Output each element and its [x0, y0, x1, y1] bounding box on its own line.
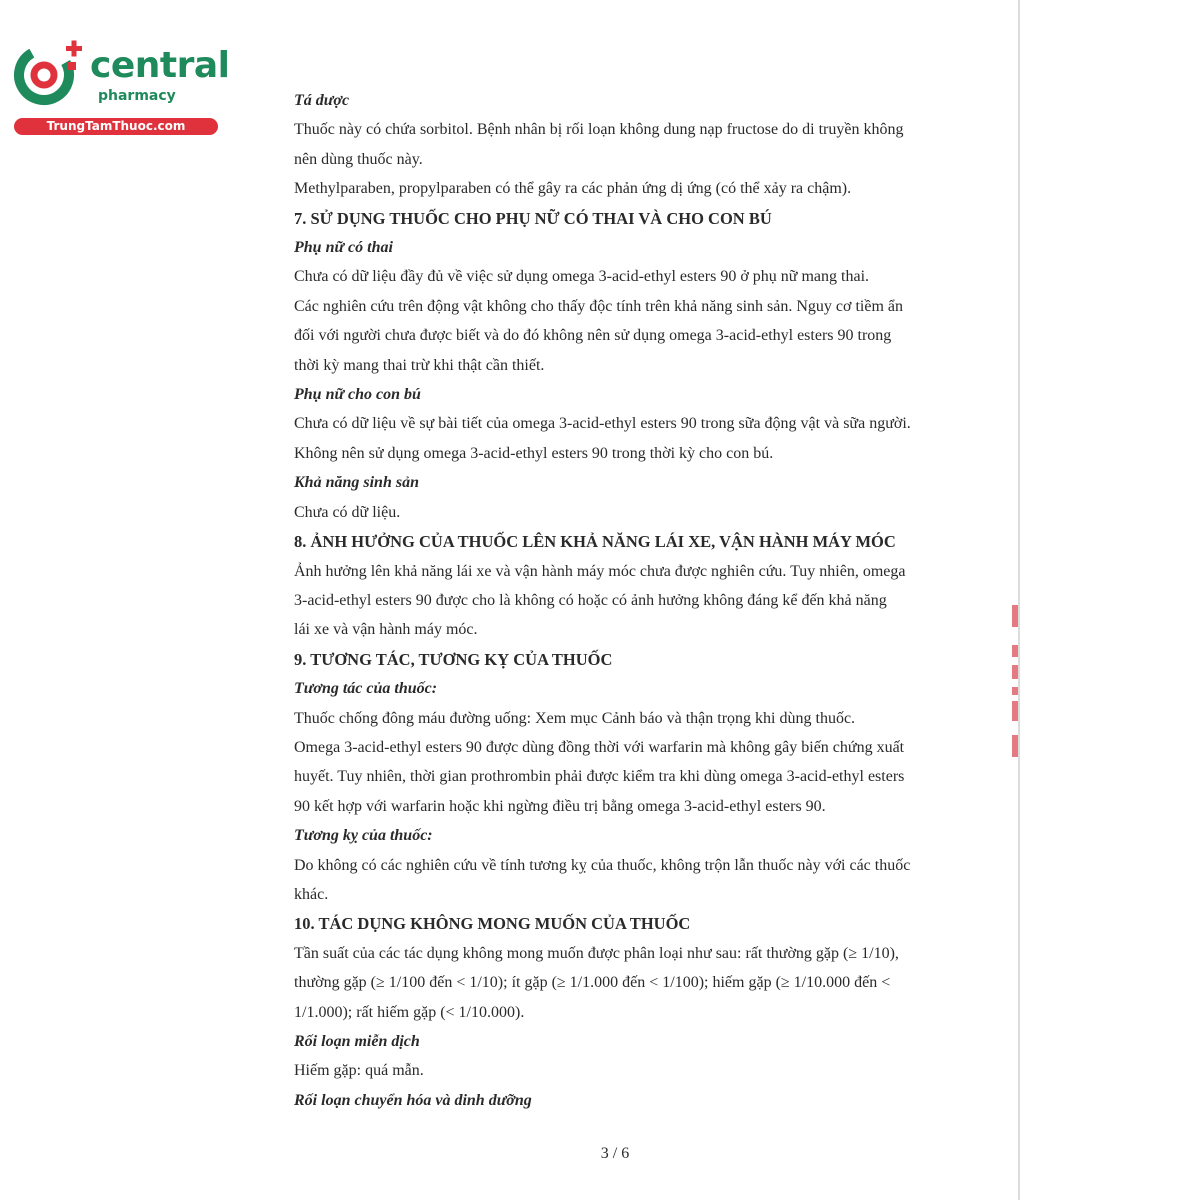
page-edge-line: [1018, 0, 1020, 1200]
text-line: Chưa có dữ liệu về sự bài tiết của omega 3-acid-ethyl esters 90 trong sữa động vật và sữa người.: [294, 415, 911, 433]
section-heading: 10. TÁC DỤNG KHÔNG MONG MUỐN CỦA THUỐC: [294, 914, 691, 934]
text-line: 3-acid-ethyl esters 90 được cho là không có hoặc có ảnh hưởng không đáng kể đến khả năng: [294, 591, 887, 609]
page-number: 3 / 6: [600, 1145, 630, 1162]
subheading: Phụ nữ cho con bú: [294, 386, 421, 404]
subheading: Rối loạn chuyển hóa và dinh dưỡng: [294, 1091, 532, 1109]
text-line: 1/1.000); rất hiếm gặp (< 1/10.000).: [294, 1003, 525, 1021]
text-line: Tần suất của các tác dụng không mong muốn được phân loại như sau: rất thường gặp (≥ 1/10),: [294, 944, 899, 962]
subheading: Khả năng sinh sản: [294, 474, 419, 492]
subheading: Phụ nữ có thai: [294, 239, 393, 257]
subheading: Rối loạn miễn dịch: [294, 1033, 420, 1050]
text-line: lái xe và vận hành máy móc.: [294, 621, 478, 639]
logo-url-badge: TrungTamThuoc.com: [14, 118, 218, 135]
subheading: Tương kỵ của thuốc:: [294, 827, 433, 845]
text-line: Omega 3-acid-ethyl esters 90 được dùng đồng thời với warfarin mà không gây biến chứng xuất: [294, 738, 905, 756]
subheading: Tương tác của thuốc:: [294, 680, 438, 698]
text-line: Methylparaben, propylparaben có thể gây ra các phản ứng dị ứng (có thể xảy ra chậm).: [294, 180, 852, 198]
text-line: Chưa có dữ liệu.: [294, 503, 401, 521]
text-line: Ảnh hưởng lên khả năng lái xe và vận hành máy móc chưa được nghiên cứu. Tuy nhiên, omega: [294, 562, 906, 580]
text-line: thường gặp (≥ 1/100 đến < 1/10); ít gặp (≥ 1/1.000 đến < 1/100); hiếm gặp (≥ 1/10.000 đến <: [294, 974, 891, 992]
text-line: 90 kết hợp với warfarin hoặc khi ngừng điều trị bằng omega 3-acid-ethyl esters 90.: [294, 797, 826, 815]
text-line: nên dùng thuốc này.: [294, 150, 423, 168]
subheading: Tá dược: [294, 92, 350, 109]
logo-subtitle: pharmacy: [98, 88, 176, 104]
text-line: đối với người chưa được biết và do đó không nên sử dụng omega 3-acid-ethyl esters 90 trong: [294, 327, 892, 345]
section-heading: 8. ẢNH HƯỞNG CỦA THUỐC LÊN KHẢ NĂNG LÁI XE, VẬN HÀNH MÁY MÓC: [294, 532, 896, 552]
pharmacy-cross-logo-icon: [10, 38, 88, 108]
text-line: Thuốc chống đông máu đường uống: Xem mục Cảnh báo và thận trọng khi dùng thuốc.: [294, 709, 856, 727]
text-line: Chưa có dữ liệu đầy đủ về việc sử dụng omega 3-acid-ethyl esters 90 ở phụ nữ mang thai.: [294, 268, 870, 286]
text-line: khác.: [294, 885, 329, 903]
text-line: thời kỳ mang thai trừ khi thật cần thiết.: [294, 356, 545, 374]
text-line: Không nên sử dụng omega 3-acid-ethyl esters 90 trong thời kỳ cho con bú.: [294, 444, 774, 462]
text-line: Hiếm gặp: quá mẫn.: [294, 1062, 424, 1080]
section-heading: 7. SỬ DỤNG THUỐC CHO PHỤ NỮ CÓ THAI VÀ CHO CON BÚ: [294, 208, 772, 228]
text-line: Thuốc này có chứa sorbitol. Bệnh nhân bị rối loạn không dung nạp fructose do di truyền không: [294, 121, 904, 139]
document-body: [294, 86, 940, 1115]
section-heading: 9. TƯƠNG TÁC, TƯƠNG KỴ CỦA THUỐC: [294, 649, 613, 669]
text-line: Các nghiên cứu trên động vật không cho thấy độc tính trên khả năng sinh sản. Nguy cơ tiềm ẩn: [294, 297, 903, 315]
red-stamp-marks: [1010, 605, 1022, 765]
logo-name: central: [90, 45, 230, 86]
central-pharmacy-logo: [10, 38, 230, 138]
text-line: Do không có các nghiên cứu về tính tương kỵ của thuốc, không trộn lẫn thuốc này với các thuốc: [294, 856, 911, 874]
text-line: huyết. Tuy nhiên, thời gian prothrombin phải được kiểm tra khi dùng omega 3-acid-ethyl esters: [294, 768, 905, 786]
